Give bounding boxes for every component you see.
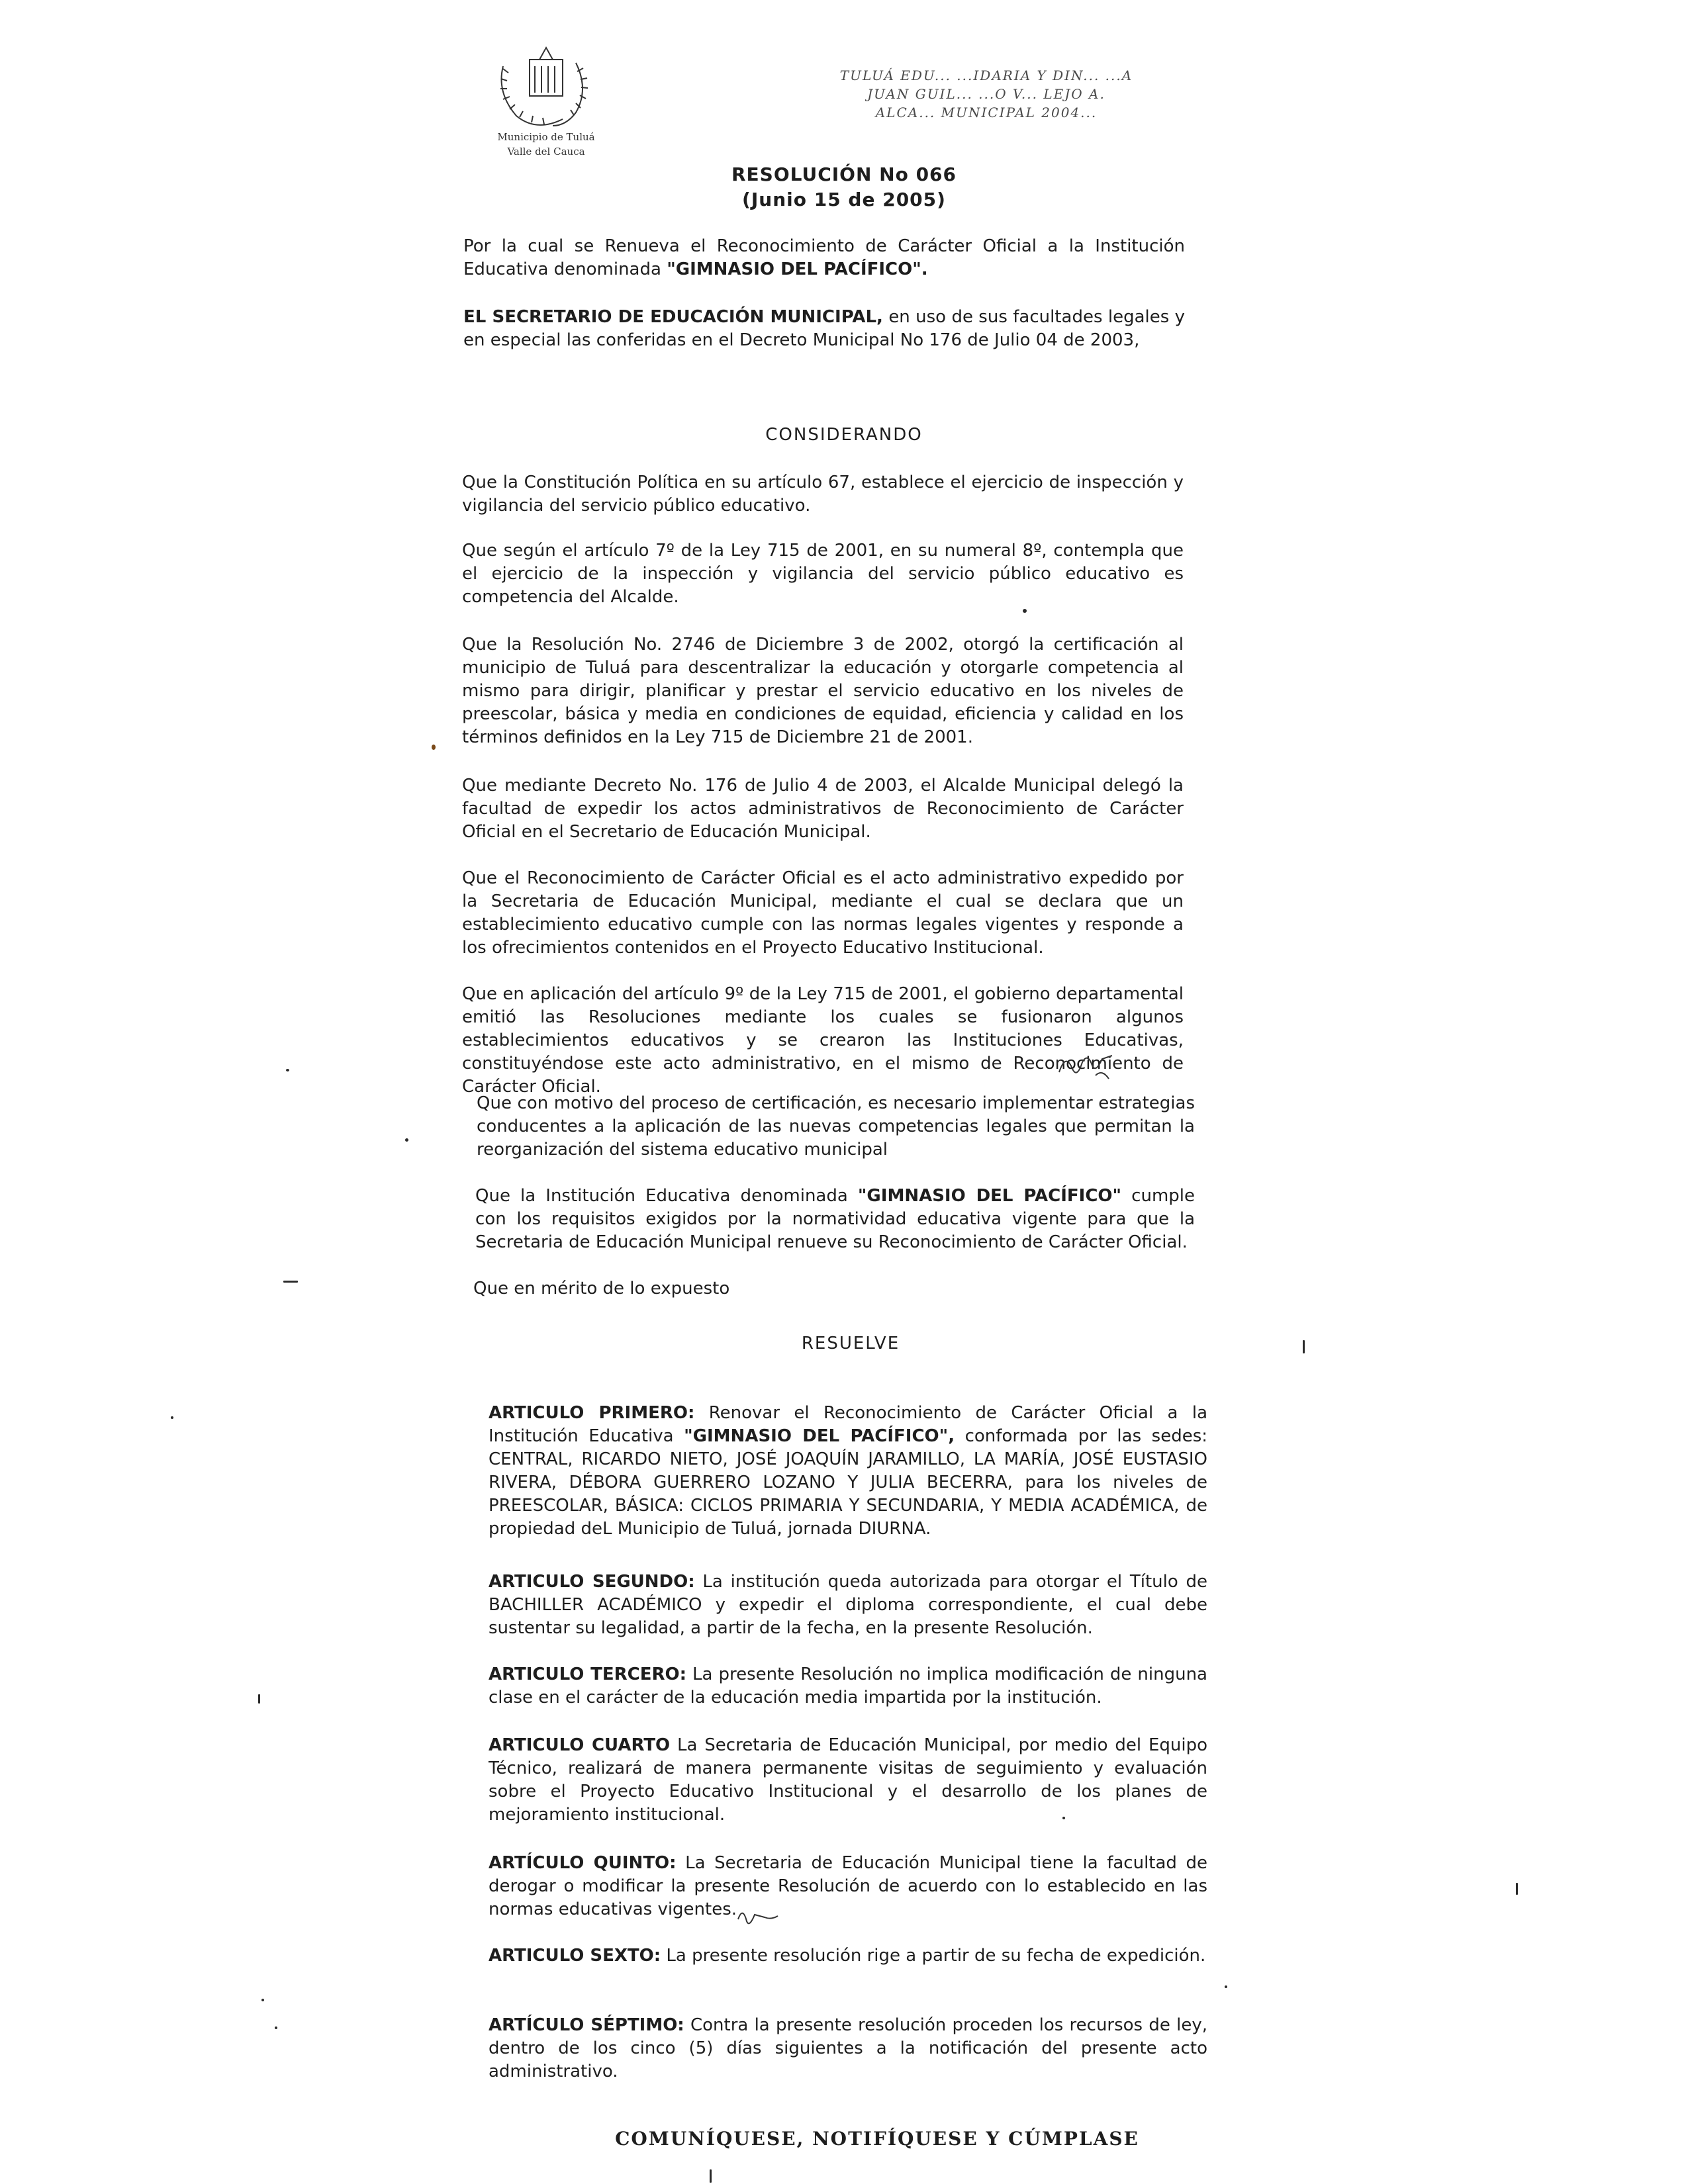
scan-speck xyxy=(1023,609,1027,613)
article-cuarto xyxy=(489,1734,1207,1827)
scan-speck xyxy=(1516,1883,1518,1895)
considerando-clause: Que según el artículo 7º de la Ley 715 de 2001, en su numeral 8º, contempla que el ejercicio de la inspección y vigilancia del servicio público educativo es competencia del Alcalde. xyxy=(462,541,1184,607)
municipality-department: Valle del Cauca xyxy=(507,146,585,158)
institution-name: "GIMNASIO DEL PACÍFICO". xyxy=(667,259,928,279)
considerando-final xyxy=(475,1185,1195,1254)
resolution-title xyxy=(463,162,1225,212)
article-text: Renovar el Reconocimiento de Carácter Oficial a la Institución Educativa xyxy=(489,1403,1207,1446)
article-title: ARTÍCULO SÉPTIMO: xyxy=(489,2015,684,2035)
scan-speck xyxy=(275,2026,277,2029)
resolution-number: RESOLUCIÓN No 066 xyxy=(731,163,957,185)
scan-speck xyxy=(286,1069,289,1071)
scan-speck xyxy=(1225,1985,1227,1988)
scan-speck xyxy=(171,1416,173,1419)
article-sexto xyxy=(489,1944,1207,1968)
article-title: ARTICULO TERCERO: xyxy=(489,1664,687,1684)
considerando-clause: Que en aplicación del artículo 9º de la Ley 715 de 2001, el gobierno departamental emitió las Resoluciones mediante los cuales se fusionaron algunos establecimientos educativos y se crearon las Instituciones Educativas, constituyéndose este acto administrativo, en el mismo de Reconocimiento de Carácter Oficial. xyxy=(462,984,1184,1097)
article-title: ARTICULO PRIMERO: xyxy=(489,1403,695,1423)
article-title: ARTICULO CUARTO xyxy=(489,1735,671,1755)
merito-line: Que en mérito de lo expuesto xyxy=(473,1279,730,1298)
article-text: La Secretaria de Educación Municipal, por medio del Equipo Técnico, realizará de manera permanente visitas de seguimiento y evaluación sobre el Proyecto Educativo Institucional y el desarrollo de los planes de mejoramiento institucional. xyxy=(489,1735,1208,1825)
municipal-logo xyxy=(477,40,616,165)
considerando-clause: Que mediante Decreto No. 176 de Julio 4 de 2003, el Alcalde Municipal delegó la facultad de expedir los actos administrativos de Reconocimiento de Carácter Oficial en el Secretario de Educación Municipal. xyxy=(462,776,1184,842)
considerando-clause: Que la Constitución Política en su artículo 67, establece el ejercicio de inspección y vigilancia del servicio público educativo. xyxy=(462,473,1184,516)
considerando-final-prefix: Que la Institución Educativa denominada xyxy=(475,1186,848,1206)
article-primero xyxy=(489,1402,1207,1541)
scan-speck xyxy=(432,745,436,750)
article-title: ARTÍCULO QUINTO: xyxy=(489,1853,677,1873)
slogan-line: ALCA... MUNICIPAL 2004... xyxy=(875,105,1098,120)
article-text: Contra la presente resolución proceden los recursos de ley, dentro de los cinco (5) días siguientes a la notificación del presente acto administrativo. xyxy=(489,2015,1207,2081)
scan-speck xyxy=(258,1694,260,1704)
resuelve-heading: RESUELVE xyxy=(801,1334,900,1353)
considerando-clause: Que la Resolución No. 2746 de Diciembre 3 de 2002, otorgó la certificación al municipio de Tuluá para descentralizar la educación y otorgarle competencia al mismo para dirigir, planificar y prestar el servicio educativo en los niveles de preescolar, básica y media en condiciones de equidad, eficiencia y calidad en los términos definidos en la Ley 715 de Diciembre 21 de 2001. xyxy=(462,635,1184,747)
slogan-line: TULUÁ EDU... ...IDARIA Y DIN... ...A xyxy=(839,68,1133,83)
signature-initials-icon xyxy=(1056,1046,1115,1085)
scan-speck xyxy=(261,1999,264,2001)
article-segundo xyxy=(489,1570,1207,1640)
article-text: La institución queda autorizada para otorgar el Título de BACHILLER ACADÉMICO y expedir el diploma correspondiente, el cual debe sustentar su legalidad, a partir de la fecha, en la presente Resolución. xyxy=(489,1572,1208,1638)
institution-name: "GIMNASIO DEL PACÍFICO", xyxy=(684,1426,955,1446)
signature-initials-icon xyxy=(735,1903,781,1929)
authority-text: en uso de sus facultades legales y en especial las conferidas en el Decreto Municipal No 176 de Julio 04 de 2003, xyxy=(463,307,1186,350)
article-text: La presente Resolución no implica modificación de ninguna clase en el carácter de la educación media impartida por la institución. xyxy=(489,1664,1207,1707)
crest-icon xyxy=(477,40,616,139)
resolution-purpose xyxy=(463,235,1185,281)
slogan-line: JUAN GUIL... ...O V... LEJO A. xyxy=(867,86,1105,102)
considerando-heading: CONSIDERANDO xyxy=(765,425,923,445)
scan-speck xyxy=(405,1138,408,1142)
issuing-authority xyxy=(463,306,1185,352)
article-tercero xyxy=(489,1663,1207,1709)
article-text: conformada por las sedes: CENTRAL, RICARDO NIETO, JOSÉ JOAQUÍN JARAMILLO, LA MARÍA, JOSÉ EUSTASIO RIVERA, DÉBORA GUERRERO LOZANO Y JULIA BECERRA, para los niveles de PREESCOLAR, BÁSICA: CICLOS PRIMARIA Y SECUNDARIA, Y MEDIA ACADÉMICA, de propiedad deL Municipio de Tuluá, jornada DIURNA. xyxy=(489,1426,1208,1539)
resolution-date: (Junio 15 de 2005) xyxy=(742,189,946,210)
considerando-clause: Que el Reconocimiento de Carácter Oficial es el acto administrativo expedido por la Secretaria de Educación Municipal, mediante el cual se declara que un establecimiento educativo cumple con las normas legales vigentes y responde a los ofrecimientos contenidos en el Proyecto Educativo Institucional. xyxy=(462,868,1184,958)
purpose-text: Por la cual se Renueva el Reconocimiento de Carácter Oficial a la Institución Educativa denominada xyxy=(463,236,1185,279)
scan-speck xyxy=(283,1281,298,1283)
scan-speck xyxy=(1303,1340,1305,1353)
closing-formula: COMUNÍQUESE, NOTIFÍQUESE Y CÚMPLASE xyxy=(615,2128,1139,2150)
considerando-final-suffix: cumple con los requisitos exigidos por la normatividad educativa vigente para que la Secretaria de Educación Municipal renueve su Reconocimiento de Carácter Oficial. xyxy=(475,1186,1195,1252)
municipality-name: Municipio de Tuluá xyxy=(497,131,595,143)
article-septimo xyxy=(489,2014,1207,2083)
institution-name: "GIMNASIO DEL PACÍFICO" xyxy=(857,1186,1122,1206)
considerando-clause: Que con motivo del proceso de certificación, es necesario implementar estrategias conducentes a la aplicación de las nuevas competencias legales que permitan la reorganización del sistema educativo municipal xyxy=(477,1093,1195,1160)
article-text: La Secretaria de Educación Municipal tiene la facultad de derogar o modificar la presente Resolución de acuerdo con lo establecido en las normas educativas vigentes. xyxy=(489,1853,1207,1919)
header-slogan xyxy=(781,66,1192,122)
article-quinto xyxy=(489,1852,1207,1921)
authority-name: EL SECRETARIO DE EDUCACIÓN MUNICIPAL, xyxy=(463,307,883,327)
article-title: ARTICULO SEXTO: xyxy=(489,1946,661,1966)
scan-speck xyxy=(710,2169,712,2183)
article-text: La presente resolución rige a partir de su fecha de expedición. xyxy=(666,1946,1206,1966)
article-title: ARTICULO SEGUNDO: xyxy=(489,1572,695,1592)
